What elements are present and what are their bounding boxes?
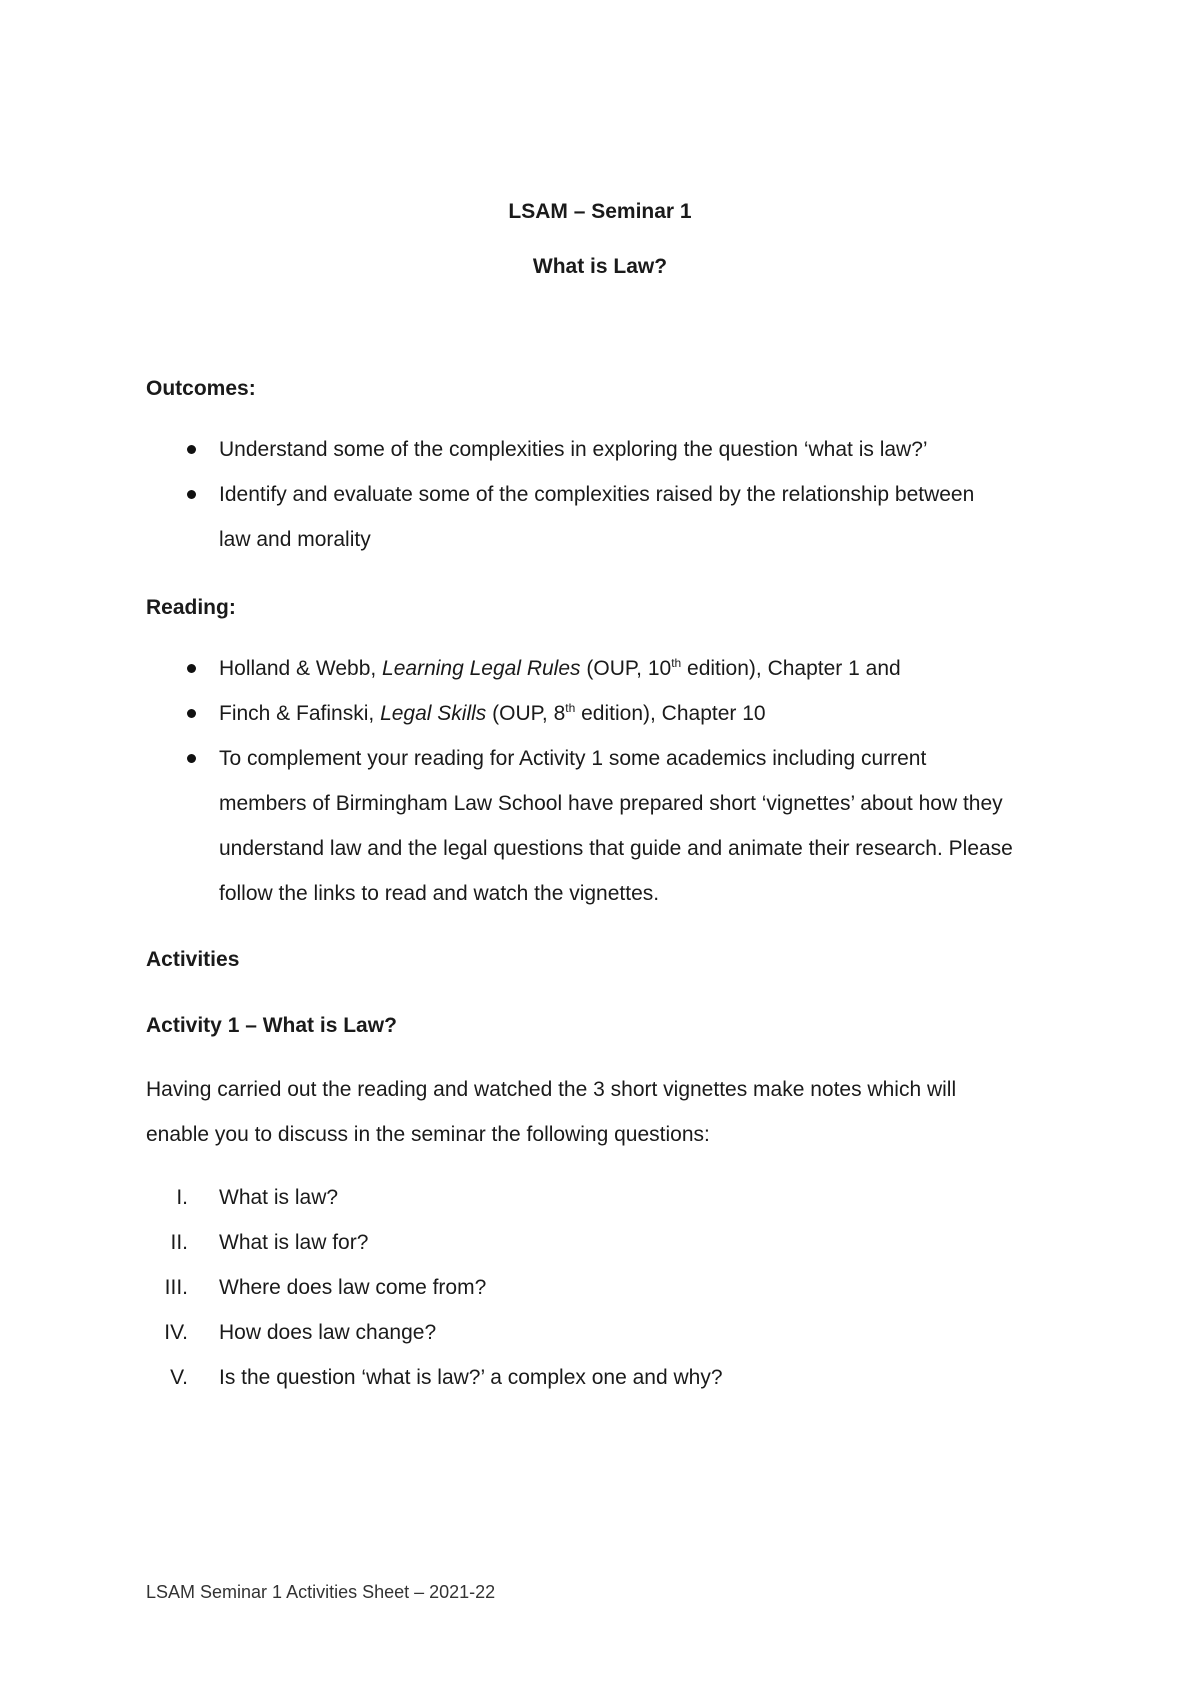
question-number: IV. — [164, 1321, 188, 1344]
page-footer: LSAM Seminar 1 Activities Sheet – 2021-22 — [146, 1582, 496, 1602]
bullet-icon — [187, 490, 196, 499]
bullet-icon — [187, 445, 196, 454]
reading-author: Finch & Fafinski, — [219, 702, 381, 725]
reading-item-holland-webb — [219, 647, 901, 692]
page-title: LSAM – Seminar 1 — [508, 200, 692, 223]
outcome-item: Identify and evaluate some of the complexities raised by the relationship between — [219, 483, 975, 506]
bullet-icon — [187, 754, 196, 763]
activity1-heading: Activity 1 – What is Law? — [146, 1014, 397, 1037]
book-title: Learning Legal Rules — [382, 657, 581, 680]
bullet-icon — [187, 664, 196, 673]
question-item: How does law change? — [219, 1321, 437, 1344]
question-item: Is the question ‘what is law?’ a complex one and why? — [219, 1366, 723, 1389]
bullet-icon — [187, 709, 196, 718]
reading-heading: Reading: — [146, 596, 236, 619]
reading-publisher: (OUP, 10 — [580, 657, 672, 680]
question-number: II. — [170, 1231, 188, 1254]
book-title: Legal Skills — [380, 702, 487, 725]
question-number: V. — [170, 1366, 188, 1389]
outcome-item: Understand some of the complexities in exploring the question ‘what is law?’ — [219, 438, 928, 461]
ordinal-suffix: th — [565, 701, 576, 715]
reading-item-vignettes-line: To complement your reading for Activity 1 some academics including current — [219, 747, 927, 770]
question-item: What is law for? — [219, 1231, 369, 1254]
ordinal-suffix: th — [671, 656, 682, 670]
activity-intro-line: Having carried out the reading and watched the 3 short vignettes make notes which will — [146, 1078, 957, 1101]
question-item: Where does law come from? — [219, 1276, 487, 1299]
reading-chapter: edition), Chapter 10 — [575, 702, 766, 725]
page-subtitle: What is Law? — [532, 255, 668, 278]
activities-heading: Activities — [146, 948, 240, 971]
reading-item-vignettes-line: members of Birmingham Law School have prepared short ‘vignettes’ about how they — [219, 792, 1003, 815]
reading-chapter: edition), Chapter 1 and — [681, 657, 901, 680]
outcome-item-continued: law and morality — [219, 528, 371, 551]
question-number: III. — [164, 1276, 188, 1299]
reading-publisher: (OUP, 8 — [486, 702, 566, 725]
activity-intro-line: enable you to discuss in the seminar the following questions: — [146, 1123, 710, 1146]
reading-item-vignettes-line: understand law and the legal questions that guide and animate their research. Please — [219, 837, 1013, 860]
outcomes-heading: Outcomes: — [146, 377, 256, 400]
reading-item-finch-fafinski — [219, 692, 766, 737]
question-number: I. — [176, 1186, 188, 1209]
question-item: What is law? — [219, 1186, 339, 1209]
reading-item-vignettes-line: follow the links to read and watch the vignettes. — [219, 882, 660, 905]
reading-author: Holland & Webb, — [219, 657, 383, 680]
